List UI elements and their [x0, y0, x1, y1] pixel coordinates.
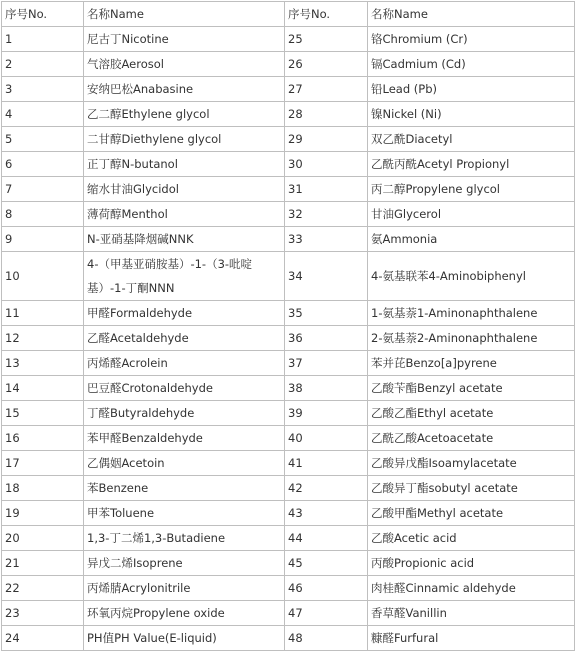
row-number-right: 39 [285, 401, 368, 426]
table-row [2, 152, 575, 177]
table-row [2, 27, 575, 52]
row-number-left: 12 [2, 326, 84, 351]
row-name-left: 苯甲醛Benzaldehyde [84, 426, 285, 451]
table-row [2, 227, 575, 252]
row-name-right: 双乙酰Diacetyl [368, 127, 575, 152]
row-number-left: 16 [2, 426, 84, 451]
row-number-right: 32 [285, 202, 368, 227]
row-number-left: 15 [2, 401, 84, 426]
row-number-right: 28 [285, 102, 368, 127]
row-number-right: 25 [285, 27, 368, 52]
row-name-right: 丙酸Propionic acid [368, 551, 575, 576]
row-name-right: 肉桂醛Cinnamic aldehyde [368, 576, 575, 601]
header-no-left: 序号No. [2, 2, 84, 27]
table-row [2, 77, 575, 102]
row-number-right: 41 [285, 451, 368, 476]
row-name-left: 苯Benzene [84, 476, 285, 501]
row-number-left: 14 [2, 376, 84, 401]
row-name-left: 尼古丁Nicotine [84, 27, 285, 52]
row-number-right: 33 [285, 227, 368, 252]
row-number-left: 21 [2, 551, 84, 576]
table-row [2, 576, 575, 601]
row-number-left: 6 [2, 152, 84, 177]
row-name-left: PH值PH Value(E-liquid) [84, 626, 285, 651]
row-number-left: 19 [2, 501, 84, 526]
row-name-left: 安纳巴松Anabasine [84, 77, 285, 102]
row-name-right: 丙二醇Propylene glycol [368, 177, 575, 202]
table-row [2, 52, 575, 77]
row-name-left: 巴豆醛Crotonaldehyde [84, 376, 285, 401]
header-name-left: 名称Name [84, 2, 285, 27]
row-name-left: 薄荷醇Menthol [84, 202, 285, 227]
table-row [2, 401, 575, 426]
row-name-right: 镍Nickel (Ni) [368, 102, 575, 127]
row-number-right: 26 [285, 52, 368, 77]
row-name-right: 4-氨基联苯4-Aminobiphenyl [368, 252, 575, 301]
row-number-left: 1 [2, 27, 84, 52]
table-row [2, 326, 575, 351]
table-row [2, 626, 575, 651]
table-row [2, 351, 575, 376]
row-number-right: 45 [285, 551, 368, 576]
row-name-right: 甘油Glycerol [368, 202, 575, 227]
row-name-right: 苯并芘Benzo[a]pyrene [368, 351, 575, 376]
row-number-right: 40 [285, 426, 368, 451]
row-name-left: 乙醛Acetaldehyde [84, 326, 285, 351]
table-row [2, 376, 575, 401]
row-number-right: 34 [285, 252, 368, 301]
row-name-right: 糠醛Furfural [368, 626, 575, 651]
row-number-left: 5 [2, 127, 84, 152]
row-name-right: 乙酸异丁酯sobutyl acetate [368, 476, 575, 501]
row-name-right: 镉Cadmium (Cd) [368, 52, 575, 77]
row-number-right: 30 [285, 152, 368, 177]
table-row [2, 476, 575, 501]
table-row [2, 252, 575, 301]
row-number-right: 46 [285, 576, 368, 601]
row-number-right: 27 [285, 77, 368, 102]
row-number-right: 48 [285, 626, 368, 651]
row-name-right: 乙酸乙酯Ethyl acetate [368, 401, 575, 426]
row-name-left: N-亚硝基降烟碱NNK [84, 227, 285, 252]
row-name-left: 丙烯腈Acrylonitrile [84, 576, 285, 601]
row-number-left: 18 [2, 476, 84, 501]
row-number-left: 13 [2, 351, 84, 376]
row-number-left: 3 [2, 77, 84, 102]
row-number-right: 44 [285, 526, 368, 551]
header-no-right: 序号No. [285, 2, 368, 27]
row-name-right: 乙酸Acetic acid [368, 526, 575, 551]
row-number-left: 24 [2, 626, 84, 651]
row-number-right: 37 [285, 351, 368, 376]
row-name-left: 乙偶姻Acetoin [84, 451, 285, 476]
row-name-right: 铬Chromium (Cr) [368, 27, 575, 52]
row-number-left: 11 [2, 301, 84, 326]
table-row [2, 426, 575, 451]
row-name-right: 氨Ammonia [368, 227, 575, 252]
row-number-left: 17 [2, 451, 84, 476]
row-name-left: 正丁醇N-butanol [84, 152, 285, 177]
row-number-left: 23 [2, 601, 84, 626]
table-row [2, 177, 575, 202]
row-name-left: 1,3-丁二烯1,3-Butadiene [84, 526, 285, 551]
row-name-right: 乙酰丙酰Acetyl Propionyl [368, 152, 575, 177]
table-row [2, 551, 575, 576]
row-name-right: 乙酸异戊酯Isoamylacetate [368, 451, 575, 476]
table-row [2, 102, 575, 127]
row-number-left: 10 [2, 252, 84, 301]
table-container [1, 1, 575, 651]
row-name-left: 4-（甲基亚硝胺基）-1-（3-吡啶基）-1-丁酮NNN [84, 252, 285, 301]
table-row [2, 451, 575, 476]
row-name-right: 2-氨基萘2-Aminonaphthalene [368, 326, 575, 351]
row-name-right: 乙酸甲酯Methyl acetate [368, 501, 575, 526]
row-name-right: 香草醛Vanillin [368, 601, 575, 626]
row-number-left: 4 [2, 102, 84, 127]
table-row [2, 301, 575, 326]
row-number-right: 29 [285, 127, 368, 152]
row-name-left: 甲苯Toluene [84, 501, 285, 526]
row-name-right: 乙酰乙酸Acetoacetate [368, 426, 575, 451]
row-number-left: 2 [2, 52, 84, 77]
row-number-right: 47 [285, 601, 368, 626]
row-name-left: 甲醛Formaldehyde [84, 301, 285, 326]
row-number-left: 22 [2, 576, 84, 601]
row-number-right: 31 [285, 177, 368, 202]
table-row [2, 127, 575, 152]
row-number-right: 35 [285, 301, 368, 326]
row-number-right: 38 [285, 376, 368, 401]
row-number-right: 43 [285, 501, 368, 526]
table-row [2, 526, 575, 551]
table-row [2, 501, 575, 526]
row-name-left: 丙烯醛Acrolein [84, 351, 285, 376]
row-number-right: 42 [285, 476, 368, 501]
row-name-right: 1-氨基萘1-Aminonaphthalene [368, 301, 575, 326]
table-header-row [2, 2, 575, 27]
row-number-left: 7 [2, 177, 84, 202]
table-row [2, 202, 575, 227]
header-name-right: 名称Name [368, 2, 575, 27]
row-name-left: 二甘醇Diethylene glycol [84, 127, 285, 152]
row-number-left: 20 [2, 526, 84, 551]
row-name-left: 气溶胶Aerosol [84, 52, 285, 77]
substance-table [1, 1, 575, 651]
row-name-right: 乙酸苄酯Benzyl acetate [368, 376, 575, 401]
row-name-left: 乙二醇Ethylene glycol [84, 102, 285, 127]
row-number-left: 8 [2, 202, 84, 227]
row-name-left: 丁醛Butyraldehyde [84, 401, 285, 426]
row-name-left: 缩水甘油Glycidol [84, 177, 285, 202]
row-number-right: 36 [285, 326, 368, 351]
table-row [2, 601, 575, 626]
row-name-left: 环氧丙烷Propylene oxide [84, 601, 285, 626]
row-number-left: 9 [2, 227, 84, 252]
row-name-left: 异戊二烯Isoprene [84, 551, 285, 576]
row-name-right: 铅Lead (Pb) [368, 77, 575, 102]
